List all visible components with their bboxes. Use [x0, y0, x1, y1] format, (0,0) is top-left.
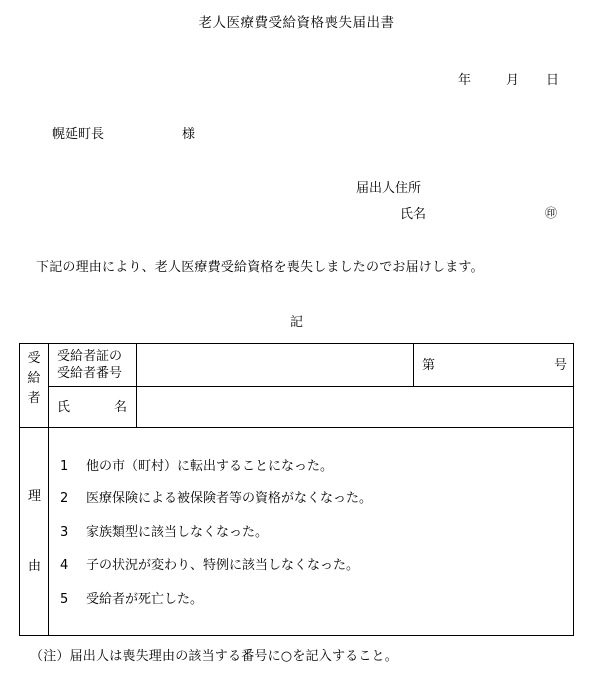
- reason-form-table: [19, 343, 574, 636]
- statement-text: 下記の理由により、老人医療費受給資格を喪失しましたのでお届けします。: [36, 260, 484, 275]
- reason-number: 5: [60, 592, 69, 607]
- recipient-char-3: 者: [27, 391, 41, 406]
- reason-char-1: 理: [28, 489, 42, 504]
- reason-text: 受給者が死亡した。: [86, 592, 204, 607]
- date-year-label: 年: [458, 73, 472, 88]
- reason-text: 医療保険による被保険者等の資格がなくなった。: [86, 491, 373, 506]
- reason-text: 子の状況が変わり、特例に該当しなくなった。: [86, 558, 360, 573]
- certificate-label-line2: 受給者番号: [57, 366, 123, 381]
- addressee-name: 幌延町長: [52, 127, 105, 142]
- recipient-char-2: 給: [27, 371, 41, 386]
- reason-number: 1: [60, 459, 69, 474]
- recipient-char-1: 受: [27, 351, 41, 366]
- reason-number: 4: [60, 558, 69, 573]
- seal-mark: ㊞: [545, 206, 558, 220]
- reason-item-5[interactable]: [60, 593, 203, 606]
- reason-text: 他の市（町村）に転出することになった。: [86, 459, 334, 474]
- date-day-label: 日: [546, 73, 560, 88]
- reason-item-2[interactable]: [60, 492, 372, 505]
- addressee-honorific: 様: [182, 127, 196, 142]
- reason-item-4[interactable]: [60, 559, 359, 572]
- certificate-number-field[interactable]: [144, 358, 404, 374]
- ki-heading: 記: [289, 315, 303, 330]
- divider-reason-column: [48, 427, 49, 636]
- form-title: 老人医療費受給資格喪失届出書: [198, 15, 395, 31]
- reason-text: 家族類型に該当しなくなった。: [86, 525, 269, 540]
- footnote: （注）届出人は喪失理由の該当する番号に○を記入すること。: [30, 649, 398, 664]
- divider-row1: [48, 386, 574, 387]
- divider-row2: [20, 427, 574, 428]
- reason-number: 3: [60, 525, 69, 540]
- name-label-first: 氏: [57, 400, 71, 415]
- name-label-second: 名: [114, 400, 128, 415]
- divider-number-column: [413, 344, 414, 386]
- dai-label: 第: [422, 358, 436, 373]
- recipient-vertical-label: [20, 352, 48, 405]
- name-field[interactable]: [144, 400, 564, 416]
- go-label: 号: [554, 358, 568, 373]
- reason-char-2: 由: [28, 559, 42, 574]
- applicant-address-label: 届出人住所: [356, 181, 422, 196]
- date-month-label: 月: [506, 73, 520, 88]
- reason-item-1[interactable]: [60, 460, 333, 473]
- reason-number: 2: [60, 491, 69, 506]
- certificate-label-line1: 受給者証の: [57, 349, 123, 364]
- reason-item-3[interactable]: [60, 526, 268, 539]
- applicant-name-label: 氏名: [400, 207, 427, 222]
